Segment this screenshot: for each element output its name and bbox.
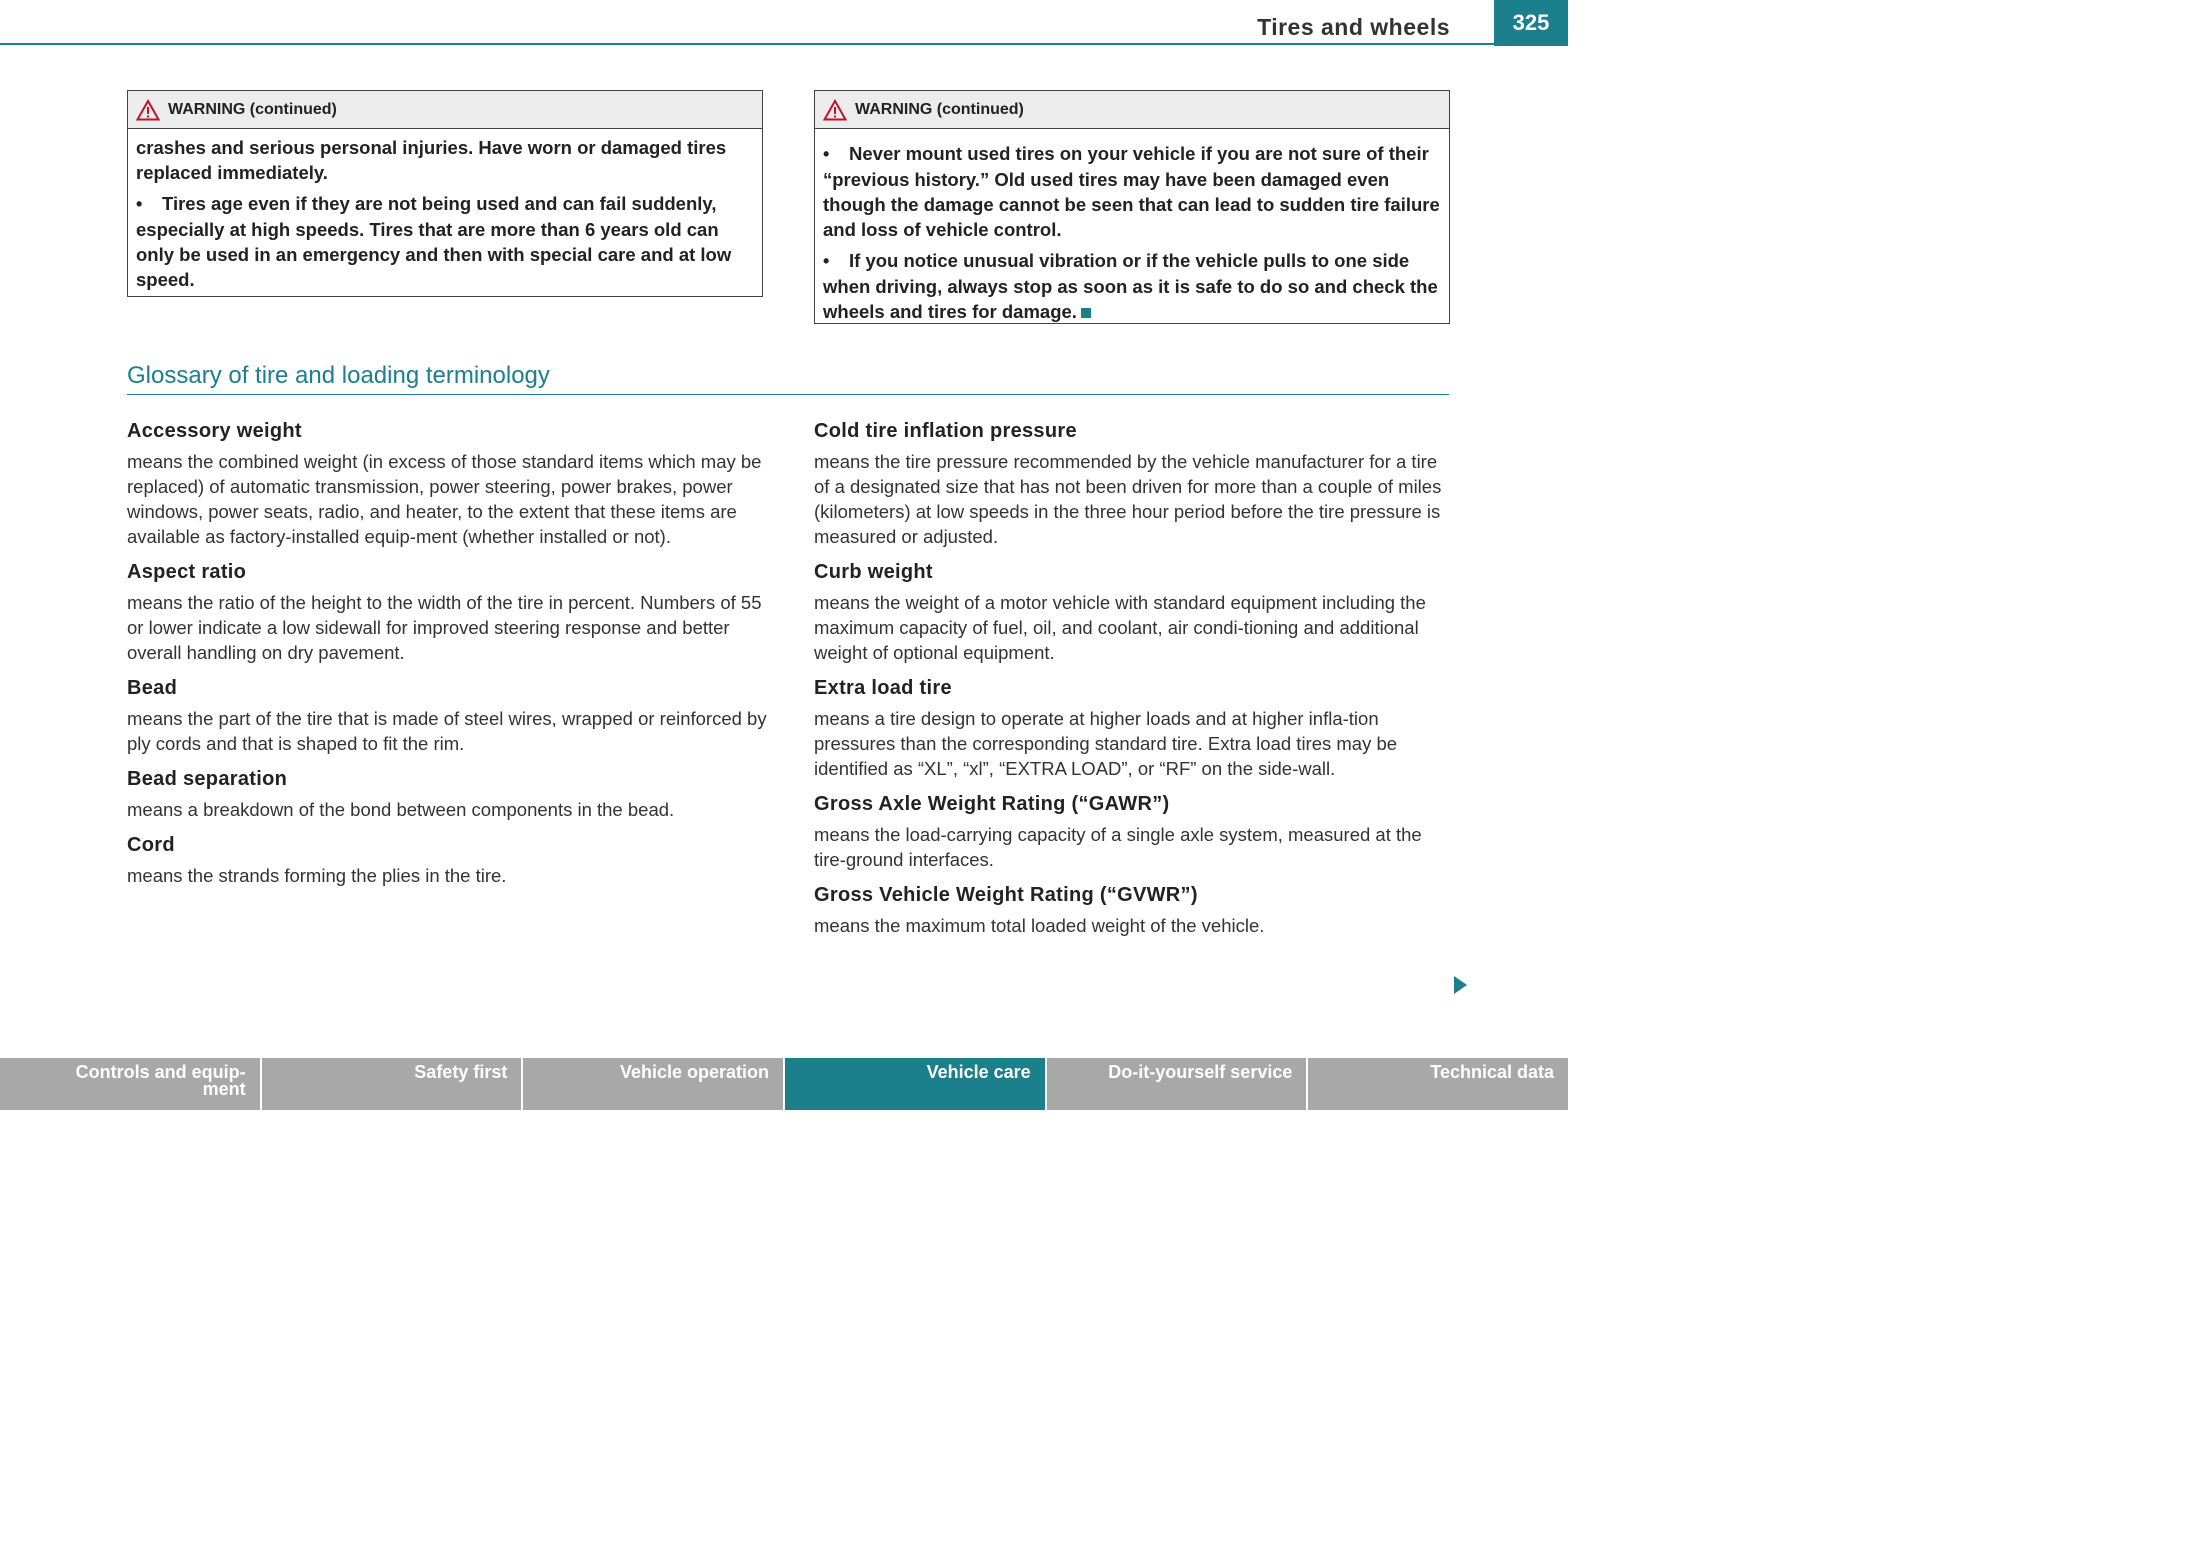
warning-body — [128, 129, 762, 304]
tab-do-it-yourself-service[interactable]: Do-it-yourself service — [1047, 1058, 1309, 1110]
tab-technical-data[interactable]: Technical data — [1308, 1058, 1568, 1110]
glossary-title: Glossary of tire and loading terminology — [127, 362, 550, 389]
glossary-entry — [127, 561, 767, 665]
glossary-entry — [814, 561, 1450, 665]
bullet-icon: • — [823, 251, 830, 271]
glossary-definition: means the maximum total loaded weight of the vehicle. — [814, 915, 1265, 936]
continue-arrow-icon[interactable] — [1454, 976, 1467, 994]
glossary-term: Bead — [127, 677, 178, 699]
glossary-term: Gross Axle Weight Rating (“GAWR”) — [814, 793, 1170, 815]
glossary-term: Accessory weight — [127, 420, 302, 442]
glossary-rule — [127, 394, 1449, 395]
glossary-definition: means the part of the tire that is made of steel wires, wrapped or reinforced by ply cords and that is shaped to fit the rim. — [127, 708, 767, 754]
tab-vehicle-care[interactable]: Vehicle care — [785, 1058, 1047, 1110]
footer-nav — [0, 1058, 1568, 1110]
warning-triangle-icon — [823, 99, 847, 121]
glossary-entry — [814, 677, 1450, 781]
glossary-definition: means the ratio of the height to the width of the tire in percent. Numbers of 55 or lower indicate a low sidewall for improved steering response and better overall handling on dry pavement. — [127, 592, 762, 663]
warning-paragraph: • Tires age even if they are not being used and can fail suddenly, especially at high speeds. Tires that are more than 6 years old can only be used in an emergency and then with special care and at low speed. — [136, 193, 732, 290]
glossary-definition: means the strands forming the plies in the tire. — [127, 865, 507, 886]
glossary-entry — [127, 834, 767, 888]
warning-header — [128, 91, 762, 129]
glossary-definition: means the combined weight (in excess of those standard items which may be replaced) of automatic transmission, power steering, power brakes, power windows, power seats, radio, and heater, to the extent that these items are available as factory-installed equip-ment (whether installed or not). — [127, 451, 762, 547]
warning-paragraph: crashes and serious personal injuries. Have worn or damaged tires replaced immediately. — [136, 137, 727, 183]
warning-paragraph: • Never mount used tires on your vehicle if you are not sure of their “previous history.” Old used tires may have been damaged even though the damage cannot be seen that can lead to sudden tire failure and loss of vehicle control. — [823, 143, 1440, 240]
warning-label: WARNING (continued) — [855, 100, 1024, 118]
warning-box-right — [814, 90, 1450, 324]
glossary-definition: means the load-carrying capacity of a single axle system, measured at the tire-ground interfaces. — [814, 824, 1422, 870]
glossary-term: Bead separation — [127, 768, 288, 790]
tab-vehicle-operation[interactable]: Vehicle operation — [523, 1058, 785, 1110]
glossary-entry — [814, 420, 1450, 549]
glossary-definition: means a tire design to operate at higher loads and at higher infla-tion pressures than the corresponding standard tire. Extra load tires may be identified as “XL”, “xl”, “EXTRA LOAD”, or “RF” on the side-wall. — [814, 708, 1398, 779]
bullet-icon: • — [823, 144, 830, 164]
glossary-term: Aspect ratio — [127, 561, 247, 583]
glossary-term: Curb weight — [814, 561, 933, 583]
glossary-entry — [127, 420, 767, 549]
glossary-term: Cold tire inflation pressure — [814, 420, 1077, 442]
header-rule — [0, 43, 1494, 45]
glossary-definition: means a breakdown of the bond between components in the bead. — [127, 799, 675, 820]
glossary-definition: means the tire pressure recommended by the vehicle manufacturer for a tire of a designated size that has not been driven for more than a couple of miles (kilometers) at low speeds in the three hour period before the tire pressure is measured or adjusted. — [814, 451, 1442, 547]
end-of-section-icon — [1081, 308, 1091, 318]
bullet-icon: • — [136, 194, 143, 214]
glossary-column-right — [814, 420, 1450, 950]
warning-label: WARNING (continued) — [168, 100, 337, 118]
warning-box-left — [127, 90, 763, 297]
glossary-definition: means the weight of a motor vehicle with standard equipment including the maximum capacity of fuel, oil, and coolant, air condi-tioning and additional weight of optional equipment. — [814, 592, 1426, 663]
glossary-entry — [814, 884, 1450, 938]
tab-controls-and-equipment[interactable]: Controls and equip- ment — [0, 1058, 262, 1110]
section-title: Tires and wheels — [1257, 14, 1450, 40]
warning-header — [815, 91, 1449, 129]
glossary-entry — [127, 768, 767, 822]
warning-body — [815, 129, 1449, 336]
glossary-entry — [814, 793, 1450, 872]
glossary-term: Cord — [127, 834, 175, 856]
glossary-entry — [127, 677, 767, 756]
page-number: 325 — [1494, 0, 1568, 46]
glossary-term: Extra load tire — [814, 677, 952, 699]
warning-paragraph: • If you notice unusual vibration or if the vehicle pulls to one side when driving, always stop as soon as it is safe to do so and check the wheels and tires for damage. — [823, 250, 1438, 322]
tab-safety-first[interactable]: Safety first — [262, 1058, 524, 1110]
warning-triangle-icon — [136, 99, 160, 121]
glossary-column-left — [127, 420, 767, 900]
glossary-term: Gross Vehicle Weight Rating (“GVWR”) — [814, 884, 1198, 906]
